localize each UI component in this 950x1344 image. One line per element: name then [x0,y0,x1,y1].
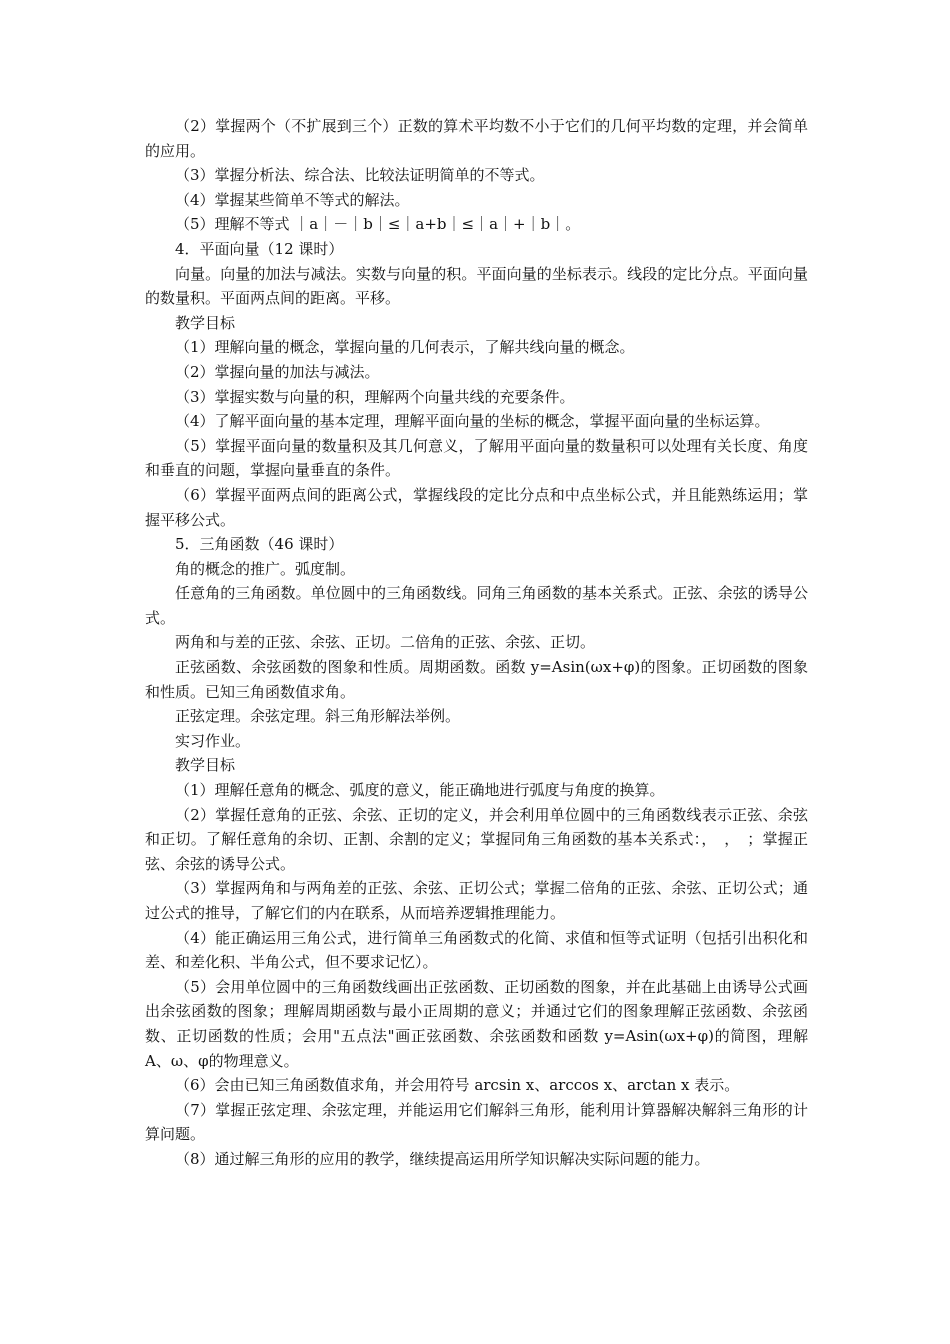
paragraph: 角的概念的推广。弧度制。 [175,559,356,578]
paragraph: （4）了解平面向量的基本定理，理解平面向量的坐标的概念，掌握平面向量的坐标运算。 [175,412,770,431]
paragraph: （5）掌握平面向量的数量积及其几何意义，了解用平面向量的数量积可以处理有关长度、角度和垂直的问题，掌握向量垂直的条件。 [145,436,808,480]
paragraph: （6）会由已知三角函数值求角，并会用符号 arcsin x、arccos x、arctan x 表示。 [175,1076,740,1095]
paragraph: 任意角的三角函数。单位圆中的三角函数线。同角三角函数的基本关系式。正弦、余弦的诱导公式。 [145,584,808,627]
paragraph: （2）掌握两个（不扩展到三个）正数的算术平均数不小于它们的几何平均数的定理，并会简单的应用。 [145,117,808,160]
paragraph: （1）理解任意角的概念、弧度的意义，能正确地进行弧度与角度的换算。 [175,781,665,800]
paragraph: 正弦函数、余弦函数的图象和性质。周期函数。函数 y=Asin(ωx+φ)的图象。正切函数的图象和性质。已知三角函数值求角。 [145,658,808,701]
paragraph: （4）能正确运用三角公式，进行简单三角函数式的化简、求值和恒等式证明（包括引出积化和差、和差化积、半角公式，但不要求记忆）。 [145,928,808,972]
paragraph: （6）掌握平面两点间的距离公式，掌握线段的定比分点和中点坐标公式，并且能熟练运用；掌握平移公式。 [145,485,808,529]
section-heading: 5．三角函数（46 课时） [175,535,344,554]
paragraph: （2）掌握任意角的正弦、余弦、正切的定义，并会利用单位圆中的三角函数线表示正弦、余弦和正切。了解任意角的余切、正割、余割的定义；掌握同角三角函数的基本关系式：， ， ；掌握正弦、余弦的诱导公式。 [145,805,808,873]
paragraph: 实习作业。 [175,731,251,750]
paragraph: （8）通过解三角形的应用的教学，继续提高运用所学知识解决实际问题的能力。 [175,1149,710,1168]
paragraph: （7）掌握正弦定理、余弦定理，并能运用它们解斜三角形，能利用计算器解决解斜三角形的计算问题。 [145,1100,808,1144]
paragraph: （5）理解不等式 ｜a｜－｜b｜≤｜a+b｜≤｜a｜+｜b｜。 [175,215,581,234]
paragraph: （3）掌握两角和与两角差的正弦、余弦、正切公式；掌握二倍角的正弦、余弦、正切公式；通过公式的推导，了解它们的内在联系，从而培养逻辑推理能力。 [145,879,808,922]
paragraph: （1）理解向量的概念，掌握向量的几何表示，了解共线向量的概念。 [175,338,635,357]
paragraph: （2）掌握向量的加法与减法。 [175,362,380,381]
paragraph: （4）掌握某些简单不等式的解法。 [175,190,410,209]
paragraph: 向量。向量的加法与减法。实数与向量的积。平面向量的坐标表示。线段的定比分点。平面向量的数量积。平面两点间的距离。平移。 [145,264,808,308]
document-page [145,114,808,1172]
paragraph: （3）掌握实数与向量的积，理解两个向量共线的充要条件。 [175,387,575,406]
subheading: 教学目标 [175,313,236,332]
paragraph: （5）会用单位圆中的三角函数线画出正弦函数、正切函数的图象，并在此基础上由诱导公式画出余弦函数的图象；理解周期函数与最小正周期的意义；并通过它们的图象理解正弦函数、余弦函数、正切函数的性质；会用"五点法"画正弦函数、余弦函数和函数 y=Asin(ωx+φ)的简图，理解 A、ω、φ的物理意义。 [145,977,808,1070]
paragraph: （3）掌握分析法、综合法、比较法证明简单的不等式。 [175,166,545,185]
subheading: 教学目标 [175,756,236,775]
paragraph: 正弦定理。余弦定理。斜三角形解法举例。 [175,707,461,726]
section-heading: 4．平面向量（12 课时） [175,239,344,258]
paragraph: 两角和与差的正弦、余弦、正切。二倍角的正弦、余弦、正切。 [175,633,596,652]
